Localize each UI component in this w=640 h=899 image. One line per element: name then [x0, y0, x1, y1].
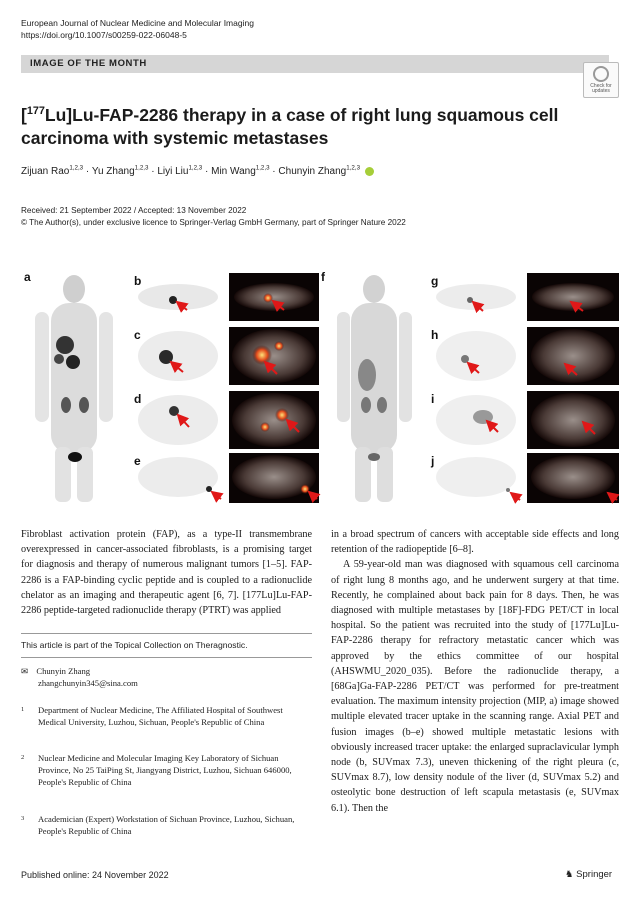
springer-horse-icon: ♞	[565, 869, 574, 880]
article-dates	[21, 205, 406, 229]
panel-label-e: e	[134, 454, 141, 468]
affiliation-3: 3 Academician (Expert) Workstation of Sichuan Province, Luzhou, Sichuan, People's Republic of China	[21, 814, 295, 836]
panel-label-c: c	[134, 328, 141, 342]
axial-pet-column-right	[429, 273, 524, 503]
journal-name: European Journal of Nuclear Medicine and Molecular Imaging	[21, 18, 254, 28]
author-name[interactable]: Chunyin Zhang	[278, 166, 347, 177]
envelope-icon: ✉	[21, 666, 29, 676]
body-text-right	[331, 527, 619, 816]
paragraph: A 59-year-old man was diagnosed with squamous cell carcinoma of right lung 8 months ago, and he underwent surgery at that time. Recently, he complained about back pain for 8 days. Then, he was diagnosed with multiple metastases by [18F]-FDG PET/CT in local hospital. So the patient was recruited into the study of [177Lu]Lu-FAP-2286 therapy for refractory metastatic cancer which was approved by the ethics committee of our hospital (AHSWMU_2020_035). Before the radionuclide therapy, a [68Ga]Ga-FAP-2286 PET/CT was performed for pre-treatment evaluation. The maximum intensity projection (MIP, a) image showed multiple elevated tracer uptake in the scanning range. Axial PET and fusion images (b–e) showed multiple metastatic lesions with obviously increased tracer uptake: the enlarged supraclavicular lymph node (b, SUVmax 7.3), uneven thickening of the right pleura (c, SUVmax 8.7), low density nodule of the liver (d, SUVmax 5.2) and osteolytic bone destruction of left scapula metastasis (e, SUVmax 6.1). Then the	[331, 559, 619, 814]
body-text-left	[21, 527, 312, 618]
panel-label-f: f	[321, 270, 325, 284]
corresponding-author	[21, 665, 138, 689]
collection-note: This article is part of the Topical Collection on Theragnostic.	[21, 640, 248, 650]
received-accepted: Received: 21 September 2022 / Accepted: 13 November 2022	[21, 206, 247, 215]
panel-label-b: b	[134, 274, 142, 288]
panel-label-d: d	[134, 392, 142, 406]
paragraph: in a broad spectrum of cancers with acceptable side effects and long retention of the radiopeptide [6–8].	[331, 529, 619, 556]
footnote-divider	[21, 633, 312, 634]
doi-link[interactable]: https://doi.org/10.1007/s00259-022-06048-5	[21, 30, 187, 40]
author-list: Zijuan Rao$^{1,2,3}$ · Yu Zhang$^{1,2,3}$ · Liyi Liu$^{1,2,3}$ · Min Wang$^{1,2,3}$ · Chunyin Zhang$^{1,2,3}$	[21, 166, 374, 177]
check-for-updates-badge[interactable]: Check for updates	[583, 62, 619, 98]
footnote-divider	[21, 657, 312, 658]
axial-pet-column-left	[131, 273, 226, 503]
panel-label-g: g	[431, 274, 439, 288]
contact-name: Chunyin Zhang	[36, 666, 91, 676]
orcid-icon[interactable]	[365, 167, 374, 176]
check-updates-icon	[593, 66, 609, 82]
author-name[interactable]: Min Wang	[211, 166, 256, 177]
panel-label-i: i	[431, 392, 435, 406]
panel-label-j: j	[431, 454, 435, 468]
figure-pet-ct	[21, 267, 619, 504]
publisher-logo: ♞ Springer	[565, 869, 613, 880]
affiliation-1: 1 Department of Nuclear Medicine, The Affiliated Hospital of Southwest Medical University, Luzhou, Sichuan, People's Republic of China	[21, 705, 283, 727]
author-name[interactable]: Yu Zhang	[91, 166, 135, 177]
panel-label-h: h	[431, 328, 439, 342]
panel-f-mip	[323, 267, 425, 504]
panel-label-a: a	[24, 270, 31, 284]
panel-a-mip	[21, 267, 126, 504]
author-name[interactable]: Liyi Liu	[157, 166, 189, 177]
fusion-column-left	[229, 273, 319, 503]
section-label: IMAGE OF THE MONTH	[30, 58, 147, 69]
section-banner	[21, 55, 609, 73]
copyright: © The Author(s), under exclusive licence to Springer-Verlag GmbH Germany, part of Springer Nature 2022	[21, 218, 406, 227]
fusion-column-right	[527, 273, 619, 503]
affiliation-2: 2 Nuclear Medicine and Molecular Imaging Key Laboratory of Sichuan Province, No 25 TaiPing St, Jiangyang District, Luzhou, Sichuan 646000, People's Republic of China	[21, 753, 292, 787]
contact-email[interactable]: zhangchunyin345@sina.com	[38, 678, 138, 688]
published-date: Published online: 24 November 2022	[21, 870, 169, 880]
journal-header	[21, 17, 254, 41]
author-name[interactable]: Zijuan Rao	[21, 166, 70, 177]
article-title: [$^{177}$Lu]Lu-FAP-2286 therapy in a case of right lung squamous cell carcinoma with systemic metastases	[21, 105, 559, 148]
paragraph: Fibroblast activation protein (FAP), as a type-II transmembrane overexpressed in cancer-associated fibroblasts, is a promising target for diagnosis and therapy of numerous malignant tumors [1–5]. FAP-2286 is a FAP-binding cyclic peptide and is coupled to a radionuclide chelator as an imaging and therapeutic agent [6, 7]. [177Lu]Lu-FAP-2286 peptide-targeted radionuclide therapy (PTRT) was applied	[21, 529, 312, 617]
